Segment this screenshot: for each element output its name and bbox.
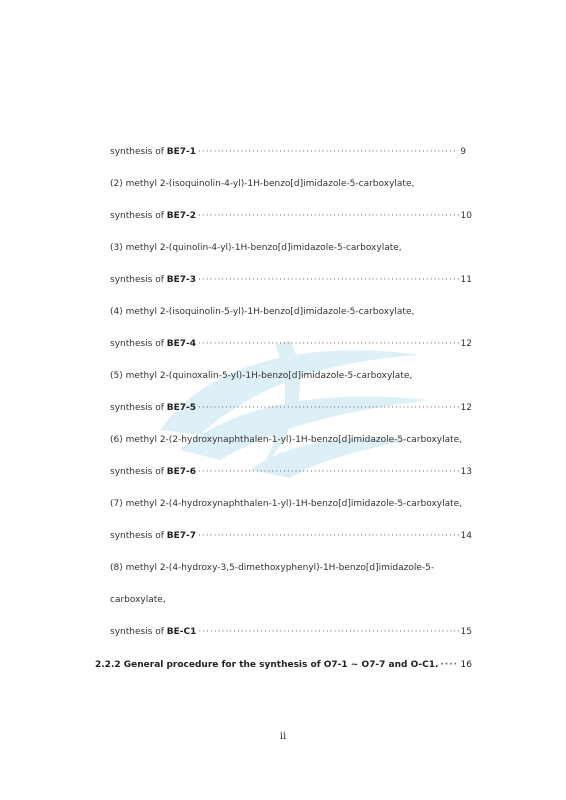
toc-page-number: 10: [460, 211, 472, 221]
toc-title-2: (2) methyl 2-(isoquinolin-4-yl)-1H-benzo[d]imidazole-5-carboxylate,: [110, 179, 415, 189]
toc-entry-label: synthesis of BE7-7: [110, 531, 197, 541]
toc-section-2-2-2[interactable]: [95, 659, 472, 671]
toc-title-8-continued: carboxylate,: [110, 595, 166, 605]
dot-leader: [198, 626, 458, 638]
toc-page-number: 16: [460, 660, 472, 670]
toc-entry-label: synthesis of BE7-3: [110, 275, 197, 285]
toc-title-6: (6) methyl 2-(2-hydroxynaphthalen-1-yl)-1H-benzo[d]imidazole-5-carboxylate,: [110, 435, 463, 445]
dot-leader: [440, 659, 458, 671]
toc-title-5: (5) methyl 2-(quinoxalin-5-yl)-1H-benzo[d]imidazole-5-carboxylate,: [110, 371, 413, 381]
dot-leader: [198, 274, 459, 286]
page-number: ii: [279, 731, 287, 742]
toc-page-number: 12: [460, 403, 472, 413]
dot-leader: [198, 466, 459, 478]
toc-page-number: 12: [460, 339, 472, 349]
toc-entry-be7-3[interactable]: [110, 274, 472, 286]
toc-entry-be7-5[interactable]: [110, 402, 472, 414]
toc-page-number: 15: [460, 627, 472, 637]
dot-leader: [198, 338, 459, 350]
toc-section-label: 2.2.2 General procedure for the synthesis of O7-1 ~ O7-7 and O-C1.: [95, 660, 439, 670]
dot-leader: [198, 402, 459, 414]
dot-leader: [198, 146, 458, 158]
toc-title-8: (8) methyl 2-(4-hydroxy-3,5-dimethoxyphenyl)-1H-benzo[d]imidazole-5-: [110, 563, 435, 573]
toc-page-number: 9: [460, 147, 466, 157]
toc-entry-be7-2[interactable]: [110, 210, 472, 222]
toc-entry-label: synthesis of BE-C1: [110, 627, 197, 637]
toc-title-3: (3) methyl 2-(quinolin-4-yl)-1H-benzo[d]imidazole-5-carboxylate,: [110, 243, 402, 253]
toc-title-7: (7) methyl 2-(4-hydroxynaphthalen-1-yl)-1H-benzo[d]imidazole-5-carboxylate,: [110, 499, 463, 509]
toc-entry-label: synthesis of BE7-5: [110, 403, 197, 413]
toc-entry-be7-6[interactable]: [110, 466, 472, 478]
toc-page-number: 14: [460, 531, 472, 541]
toc-entry-be7-1[interactable]: [110, 146, 466, 158]
toc-entry-be7-7[interactable]: [110, 530, 472, 542]
toc-entry-label: synthesis of BE7-2: [110, 211, 197, 221]
toc-entry-label: synthesis of BE7-6: [110, 467, 197, 477]
toc-entry-label: synthesis of BE7-1: [110, 147, 197, 157]
toc-title-4: (4) methyl 2-(isoquinolin-5-yl)-1H-benzo[d]imidazole-5-carboxylate,: [110, 307, 415, 317]
toc-entry-be7-4[interactable]: [110, 338, 472, 350]
toc-entry-be-c1[interactable]: [110, 626, 472, 638]
dot-leader: [198, 530, 459, 542]
toc-page-number: 13: [460, 467, 472, 477]
toc-page-number: 11: [460, 275, 472, 285]
dot-leader: [198, 210, 459, 222]
toc-entry-label: synthesis of BE7-4: [110, 339, 197, 349]
